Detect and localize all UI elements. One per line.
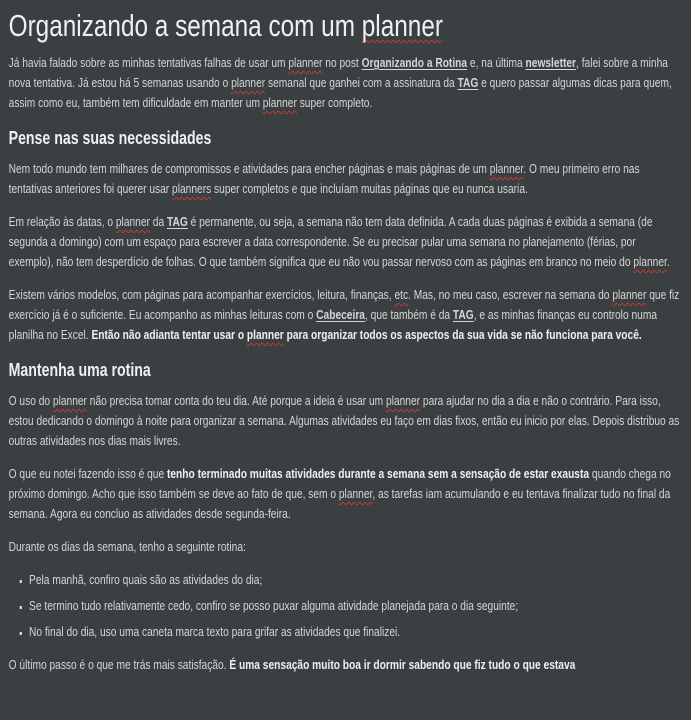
misspelled-word: planner: [246, 327, 284, 342]
paragraph: [9, 537, 683, 557]
text-run: Pela manhã, confiro quais são as atividades do dia;: [29, 572, 263, 587]
text-run: não precisa tomar conta do teu dia. Até porque a ideia é usar um: [86, 393, 387, 408]
paragraph: [9, 53, 683, 113]
paragraph: [9, 464, 683, 524]
text-run: Existem vários modelos, com páginas para acompanhar exercícios, leitura, finanças,: [8, 287, 395, 302]
text-run: Organizando a semana com um: [8, 8, 362, 43]
text-run: Então não adianta tentar usar o: [91, 327, 247, 342]
text-run: quando chega no próximo domingo. Acho que isso também se deve ao fato de que, sem o: [8, 466, 671, 501]
text-run: semanal que ganhei com a assinatura da: [265, 75, 458, 90]
text-run: tenho terminado muitas atividades durante a semana sem a sensação de estar exausta: [166, 466, 590, 481]
paragraph: [9, 212, 683, 272]
text-run: Em relação às datas, o: [8, 214, 116, 229]
misspelled-word: planner: [231, 75, 266, 90]
misspelled-word: etc: [394, 287, 409, 302]
text-run: para ajudar no dia a dia e não o contrário. Para isso, estou dedicando o domingo à noite para organizar a semana. Algumas atividades eu faço em dias fixos, então eu inicio por elas. Depois distribuo as outras atividades nos dias mais livres.: [8, 393, 680, 448]
link[interactable]: newsletter: [525, 55, 577, 70]
text-run: Mantenha uma rotina: [8, 360, 151, 380]
text-run: e, na última: [467, 55, 526, 70]
text-run: super completo.: [296, 95, 373, 110]
misspelled-word: planner: [489, 161, 524, 176]
text-run: Nem todo mundo tem milhares de compromissos e atividades para encher páginas e mais páginas de um: [8, 161, 490, 176]
text-run: O último passo é o que me trás mais satisfação.: [8, 657, 230, 672]
link[interactable]: Cabeceira: [316, 307, 365, 322]
text-run: , as tarefas iam acumulando e eu tentava finalizar tudo no final da semana. Agora eu concluo as atividades desde segunda-feira.: [8, 486, 671, 521]
article-title: [9, 8, 683, 44]
paragraph: [9, 159, 683, 199]
text-run: é permanente, ou seja, a semana não tem data definida. A cada duas páginas é exibida a semana (de segunda a domingo) com um espaço para escrever a data correspondente. Se eu precisar pular uma semana no planejamento (férias, por exemplo), não tem desperdício de folhas. O que também significa que eu não vou passar nervoso com as páginas em branco no meio do: [8, 214, 653, 269]
misspelled-word: planner: [52, 393, 87, 408]
text-run: , e as minhas finanças eu controlo numa planilha no Excel.: [8, 307, 658, 342]
paragraph: [9, 655, 683, 675]
text-run: e quero passar algumas dicas para quem, assim como eu, também tem dificuldade em manter um: [8, 75, 672, 110]
text-run: Já havia falado sobre as minhas tentativas falhas de usar um: [8, 55, 289, 70]
misspelled-word: planners: [172, 181, 212, 196]
text-run: Pense nas suas necessidades: [8, 128, 212, 148]
text-run: . Mas, no meu caso, escrever na semana do: [408, 287, 613, 302]
paragraph: [9, 285, 683, 345]
text-run: É uma sensação muito boa ir dormir sabendo que fiz tudo o que estava: [229, 657, 576, 672]
link[interactable]: TAG: [457, 75, 479, 90]
text-run: No final do dia, uso uma caneta marca texto para grifar as atividades que finalizei.: [29, 624, 401, 639]
link[interactable]: TAG: [452, 307, 474, 322]
misspelled-word: planner: [338, 486, 373, 501]
text-run: Durante os dias da semana, tenho a seguinte rotina:: [8, 539, 246, 554]
text-run: O que eu notei fazendo isso é que: [8, 466, 167, 481]
misspelled-word: planner: [386, 393, 421, 408]
text-run: , que também é da: [364, 307, 453, 322]
text-run: O uso do: [8, 393, 53, 408]
text-run: . O meu primeiro erro nas tentativas anteriores foi querer usar: [8, 161, 640, 196]
paragraph: [9, 391, 683, 451]
misspelled-word: planner: [612, 287, 647, 302]
text-run: super completos e que incluíam muitas páginas que eu nunca usaria.: [211, 181, 528, 196]
section-heading: [9, 358, 683, 382]
text-run: .: [666, 254, 670, 269]
link[interactable]: Organizando a Rotina: [361, 55, 468, 70]
misspelled-word: planner: [361, 8, 443, 43]
text-run: que fiz exercício já é o suficiente. Eu acompanho as minhas leituras com o: [8, 287, 680, 322]
misspelled-word: planner: [262, 95, 297, 110]
text-run: Se termino tudo relativamente cedo, confiro se posso puxar alguma atividade planejada para o dia seguinte;: [29, 598, 519, 613]
section-heading: [9, 126, 683, 150]
misspelled-word: planner: [288, 55, 323, 70]
misspelled-word: planner: [115, 214, 150, 229]
misspelled-word: planner: [633, 254, 667, 269]
text-run: da: [149, 214, 167, 229]
text-run: para organizar todos os aspectos da sua vida se não funciona para você.: [283, 327, 642, 342]
bullet-item: [29, 622, 682, 642]
bullet-item: [29, 596, 682, 616]
link[interactable]: TAG: [166, 214, 188, 229]
bullet-item: [29, 570, 682, 590]
text-run: , falei sobre a minha nova tentativa. Já estou há 5 semanas usando o: [8, 55, 668, 90]
text-run: no post: [322, 55, 362, 70]
bullet-list: [9, 570, 683, 642]
